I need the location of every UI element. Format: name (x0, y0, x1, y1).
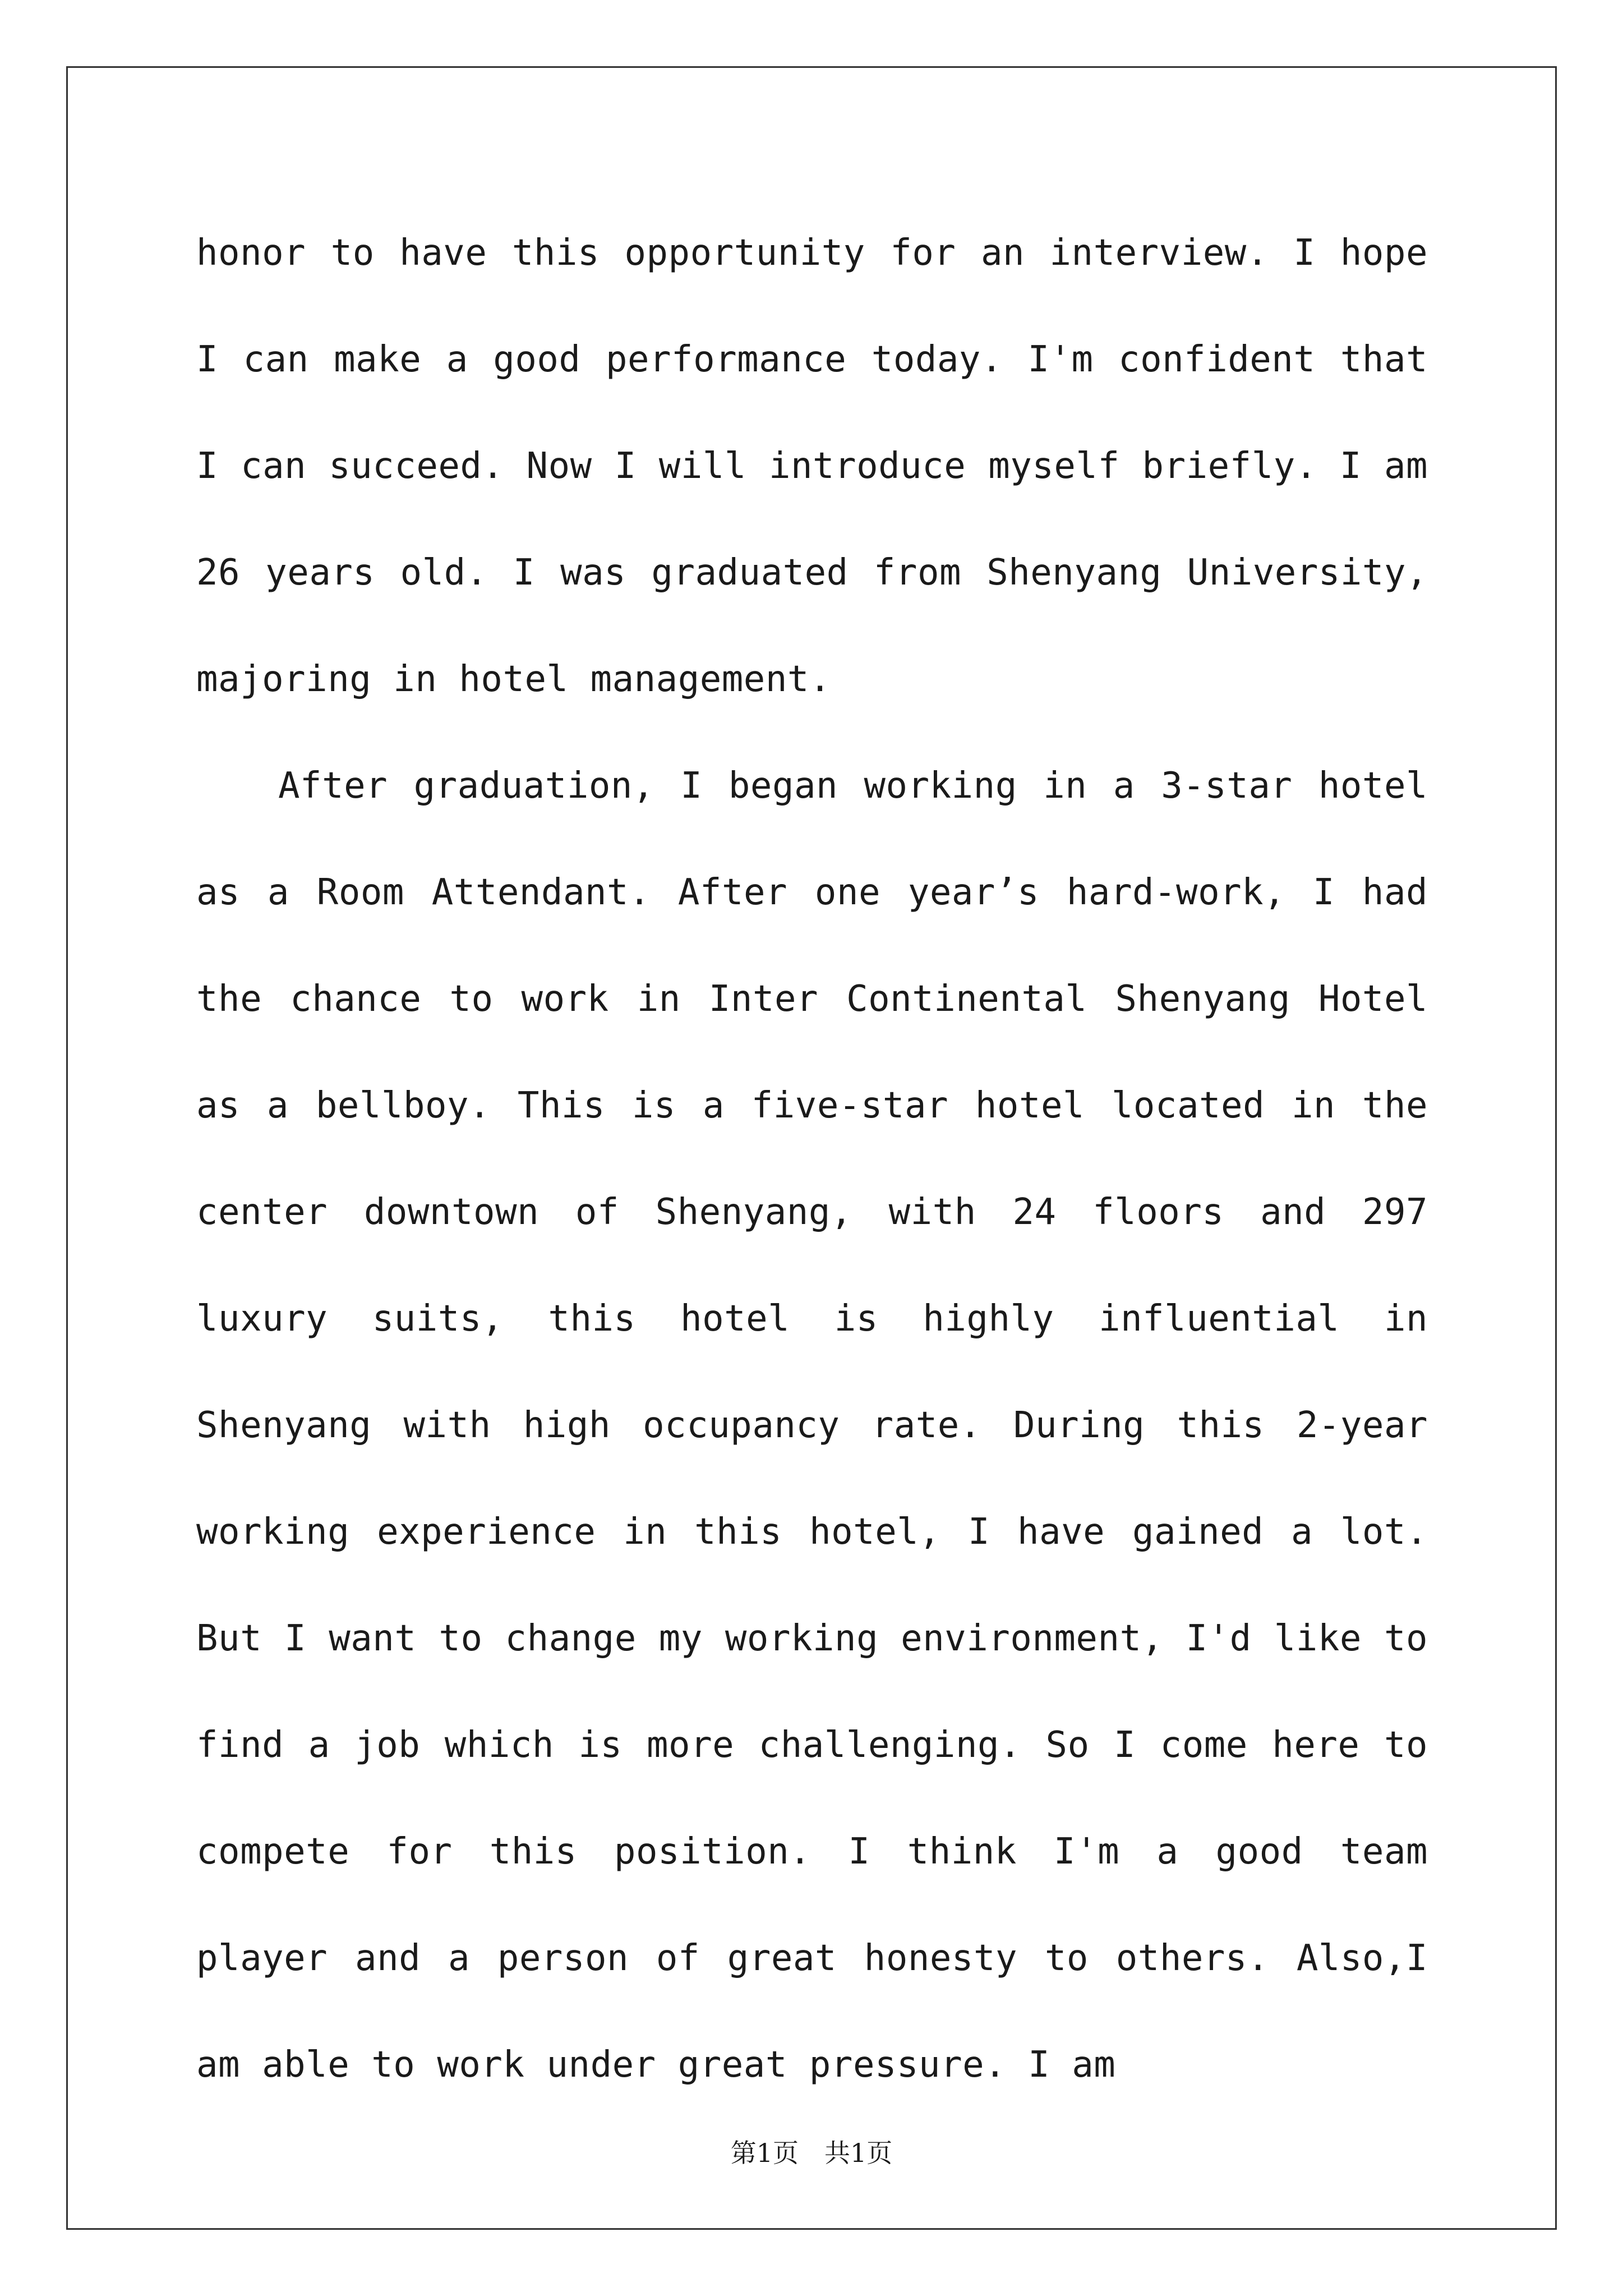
paragraph-2: After graduation, I began working in a 3-star hotel as a Room Attendant. After one year’s hard-work, I had the chance to work in Inter Continental Shenyang Hotel as a bellboy. This is a five-star hotel located in the center downtown of Shenyang, with 24 floors and 297 luxury suits, this hotel is highly influential in Shenyang with high occupancy rate. During this 2-year working experience in this hotel, I have gained a lot. But I want to change my working environment, I'd like to find a job which is more challenging. So I come here to compete for this position. I think I'm a good team player and a person of great honesty to others. Also,I am able to work under great pressure. I am (196, 765, 1428, 2086)
paragraph-1: honor to have this opportunity for an interview. I hope I can make a good performance today. I'm confident that I can succeed. Now I will introduce myself briefly. I am 26 years old. I was graduated from Shenyang University, majoring in hotel management. (196, 232, 1428, 700)
document-body (196, 200, 1428, 2118)
page-number-footer: 第1页 共1页 (730, 2138, 893, 2168)
